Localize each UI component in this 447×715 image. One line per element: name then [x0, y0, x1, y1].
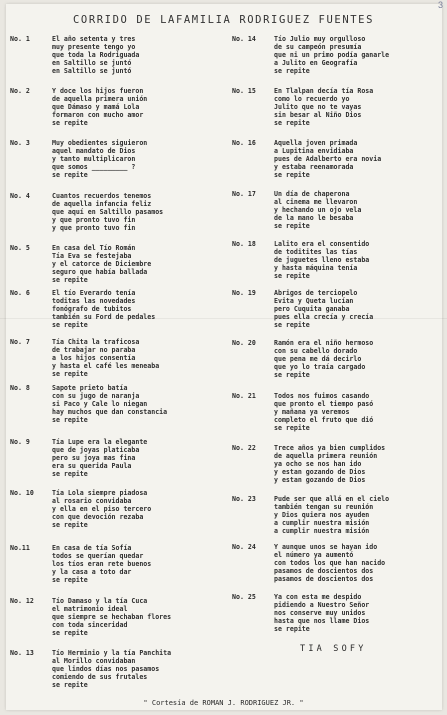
stanza-number: No. 15 [232, 87, 256, 95]
stanza-number: No. 22 [232, 444, 256, 452]
stanza-text: El año setenta y tres muy presente tengo yo que toda la Rodriguada en Saltillo se juntó en Saltillo se juntó [52, 35, 140, 75]
stanza-number: No. 4 [10, 192, 30, 200]
stanza-number: No. 24 [232, 543, 256, 551]
stanza-text: Tía Lola siempre piadosa al rosario convidaba y ella en el piso tercero con que devoción rezaba se repite [52, 489, 152, 529]
document-title: CORRIDO DE LAFAMILIA RODRIGUEZ FUENTES [72, 14, 375, 26]
stanza-text: Aquella joven primada a Lupitina envidiaba pues de Adalberto era novia y estaba reenamorada se repite [274, 139, 382, 179]
footer-credit: " Cortesía de ROMAN J. RODRIGUEZ JR. " [143, 699, 304, 707]
stanza-text: Un día de chaperona al cinema me llevaron y hechando un ojo vela de la mano le besaba se repite [274, 190, 362, 230]
stanza-text: Tía Chita la traficosa de trabajar no paraba a los hijos consentía y hasta el café les meneaba se repite [52, 338, 160, 378]
stanza-text: El tío Everardo tenía toditas las novedades fonógrafo de tubitos también su Ford de pedales se repite [52, 289, 156, 329]
stanza-text: Y aunque unos se hayan ido el número ya aumentó con todos los que han nacido pasamos de doscientos dos pasamos de doscientos dos [274, 543, 386, 583]
stanza-text: Muy obedientes siguieron aquel mandato de Dios y tanto multiplicaron que somos _________ ? se repite [52, 139, 148, 179]
stanza-text: Tío Damaso y la tía Cuca el matrimonio ideal que siempre se hechaban flores con toda sinceridad se repite [52, 597, 172, 637]
stanza-text: En casa de tía Sofía todos se querían quedar los tíos eran rete buenos y la casa a toto dar se repite [52, 544, 152, 584]
stanza-text: Y doce los hijos fueron de aquella primera unión que Dámaso y mamá Lola formaron con mucho amor se repite [52, 87, 148, 127]
stanza-text: Abrigos de terciopelo Evita y Queta lucían pero Cuquita ganaba pues ella crecía y crecía se repite [274, 289, 374, 329]
stanza-number: No. 5 [10, 244, 30, 252]
stanza-text: Ya con esta me despido pidiendo a Nuestro Señor nos conserve muy unidos hasta que nos llame Dios se repite [274, 593, 370, 633]
stanza-number: No. 18 [232, 240, 256, 248]
stanza-text: Tío Herminio y la tía Panchita al Morillo convidaban que lindos días nos pasamos comiendo de sus frutales se repite [52, 649, 172, 689]
stanza-number: No. 16 [232, 139, 256, 147]
stanza-text: Ramón era el niño hermoso con su cabello dorado que pena me dá decirlo que yo lo traía cargado se repite [274, 339, 374, 379]
stanza-number: No. 7 [10, 338, 30, 346]
stanza-text: Lalito era el consentido de toditites las tías de juguetes lleno estaba y hasta máquina tenía se repite [274, 240, 370, 280]
stanza-number: No. 9 [10, 438, 30, 446]
stanza-number: No. 6 [10, 289, 30, 297]
stanza-number: No. 2 [10, 87, 30, 95]
stanza-number: No.11 [10, 544, 30, 552]
stanza-number: No. 12 [10, 597, 34, 605]
page-number: 3 [437, 0, 443, 10]
stanza-text: Tía Lupe era la elegante que de joyas platicaba pero su joya mas fina era su querida Paula se repite [52, 438, 148, 478]
stanza-text: Tío Julio muy orgulloso de su campeón presumía que ni un primo podía ganarle a Julito en Geografía se repite [274, 35, 390, 75]
stanza-number: No. 10 [10, 489, 34, 497]
stanza-text: Cuantos recuerdos tenemos de aquella infancia feliz que aquí en Saltillo pasamos y que pronto tuvo fin y que pronto tuvo fin [52, 192, 164, 232]
stanza-text: En Tlalpan decía tía Rosa como lo recuerdo yo Julito que no te vayas sin besar al Niño Dios se repite [274, 87, 374, 127]
stanza-number: No. 3 [10, 139, 30, 147]
stanza-number: No. 13 [10, 649, 34, 657]
stanza-number: No. 25 [232, 593, 256, 601]
stanza-number: No. 8 [10, 384, 30, 392]
stanza-text: Pude ser que allá en el cielo también tengan su reunión y Dios quiera nos ayuden a cumplir nuestra misión a cumplir nuestra misión [274, 495, 390, 535]
stanza-number: No. 23 [232, 495, 256, 503]
signature: TIA SOFY [300, 644, 367, 654]
stanza-text: En casa del Tío Román Tía Eva se festejaba y el catorce de Diciembre seguro que había ballada se repite [52, 244, 152, 284]
stanza-number: No. 17 [232, 190, 256, 198]
stanza-number: No. 14 [232, 35, 256, 43]
stanza-text: Todos nos fuimos casando que pronto el tiempo pasó y mañana ya veremos completo el fruto que dió se repite [274, 392, 374, 432]
stanza-number: No. 20 [232, 339, 256, 347]
stanza-number: No. 19 [232, 289, 256, 297]
stanza-number: No. 1 [10, 35, 30, 43]
stanza-text: Trece años ya bien cumplidos de aquella primera reunión ya ocho se nos han ido y estan gozando de Dios y estan gozando de Dios [274, 444, 386, 484]
stanza-text: Sapote prieto batía con su jugo de naranja si Paco y Cale lo niegan hay muchos que dan constancia se repite [52, 384, 168, 424]
stanza-number: No. 21 [232, 392, 256, 400]
